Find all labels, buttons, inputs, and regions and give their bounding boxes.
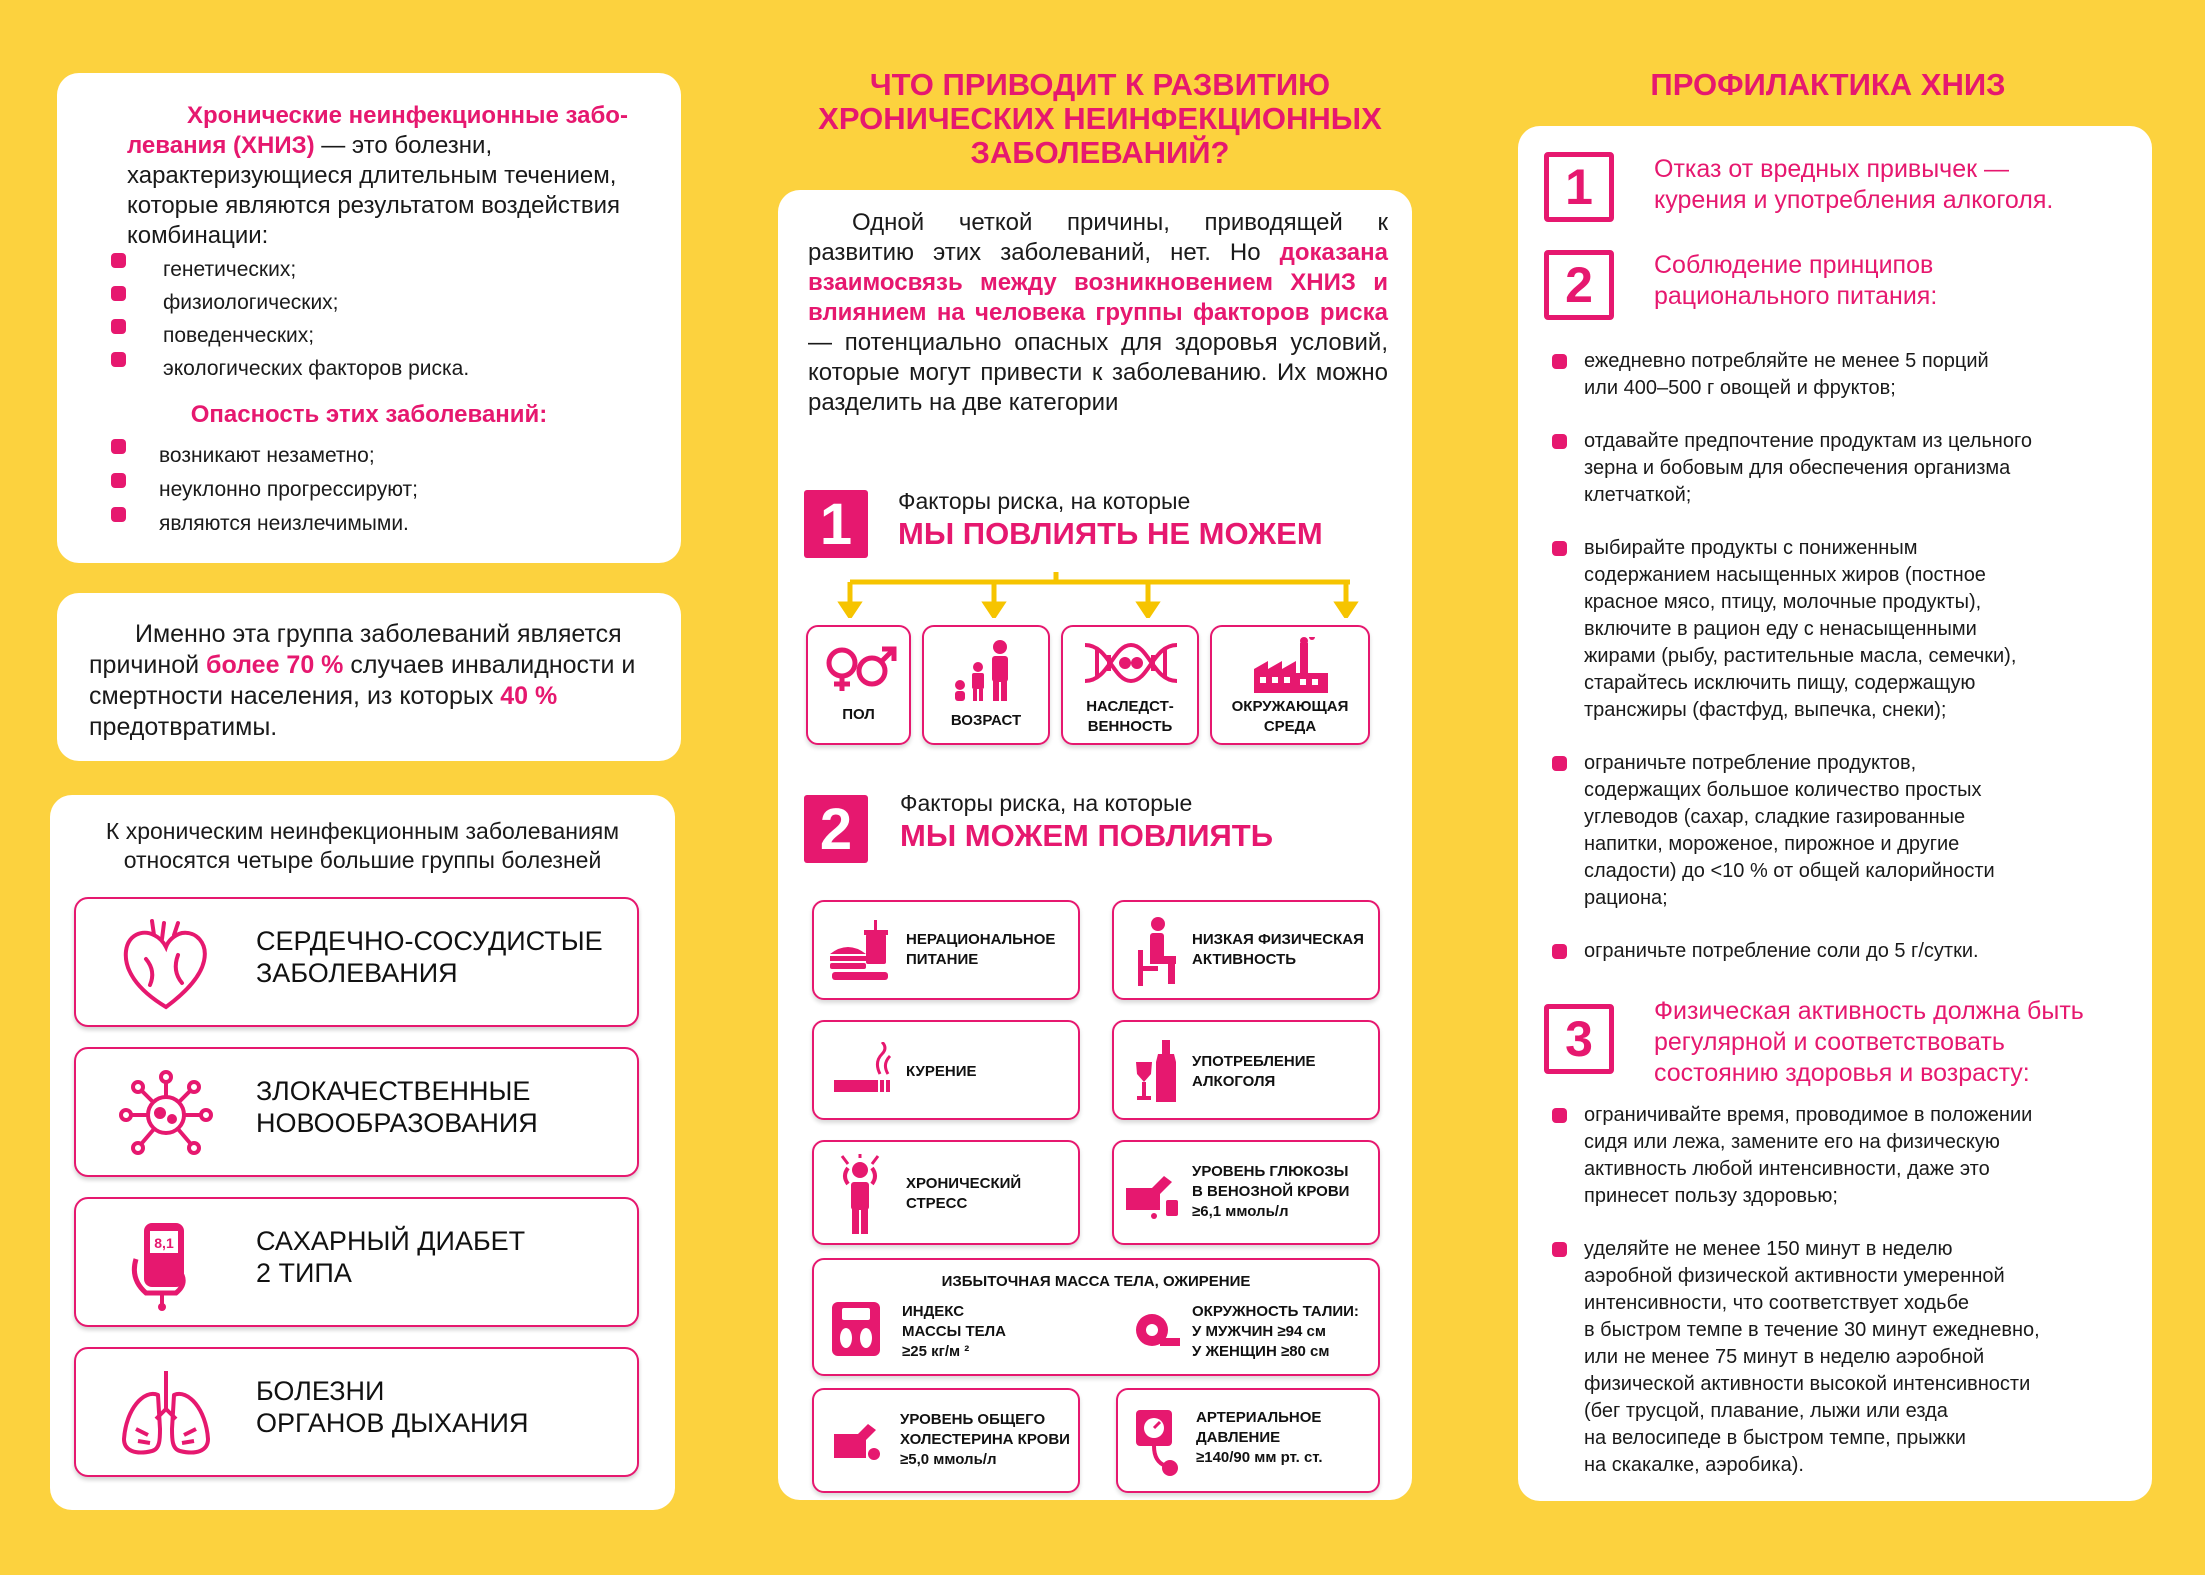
list-item: отдавайте предпочтение продуктам из цельного зерна и бобовым для обеспечения организма клетчаткой; xyxy=(1544,428,2134,509)
list-item: генетических; xyxy=(103,253,643,286)
list-item: ежедневно потребляйте не менее 5 порций или 400–500 г овощей и фруктов; xyxy=(1544,348,2134,402)
label-line: САХАРНЫЙ ДИАБЕТ xyxy=(256,1226,526,1256)
activity-list xyxy=(1544,1102,2134,1505)
category-1-sub: Факторы риска, на которые xyxy=(898,488,1191,514)
cigarette-icon xyxy=(832,1042,896,1098)
factor-nutrition xyxy=(812,900,1080,1000)
gender-icon xyxy=(822,643,898,693)
prevention-3-number: 3 xyxy=(1544,1004,1614,1074)
factor-label: КУРЕНИЕ xyxy=(906,1063,977,1080)
factor-label: УРОВЕНЬ ГЛЮКОЗЫ В ВЕНОЗНОЙ КРОВИ ≥6,1 ммоль/л xyxy=(1192,1163,1350,1220)
intro-text xyxy=(127,101,647,251)
list-item: выбирайте продукты с пониженным содержанием насыщенных жиров (постное красное мясо, птицу, молочные продукты), включите в рацион еду с ненасыщенными жирами (рыбу, растительные масла, семечки), старайтесь исключить пищу, содержащую трансжиры (фастфуд, выпечка, снеки); xyxy=(1544,535,2134,724)
factor-cholesterol xyxy=(812,1388,1080,1493)
stat-panel xyxy=(57,593,681,761)
disease-card-cardiovascular xyxy=(74,897,639,1027)
glucometer-icon xyxy=(116,1219,216,1311)
disease-label xyxy=(256,925,603,989)
disease-label xyxy=(256,1225,525,1289)
factor-label: НАСЛЕДСТ- ВЕННОСТЬ xyxy=(1086,698,1174,735)
stat-highlight-70: более 70 % xyxy=(206,651,344,679)
combination-list xyxy=(103,253,643,385)
category-2-number: 2 xyxy=(804,795,868,863)
stat-part: Именно эта группа заболеваний является причиной xyxy=(89,620,622,679)
right-panel xyxy=(1518,126,2152,1501)
list-item: ограничьте потребление соли до 5 г/сутки. xyxy=(1544,938,2134,965)
danger-title: Опасность этих заболеваний: xyxy=(190,401,548,428)
stat-part: случаев инвалидности и смертности населения, из которых xyxy=(89,651,636,710)
list-item: ограничьте потребление продуктов, содержащих большое количество простых углеводов (сахар, сладкие газированные напитки, мороженое, пирожное и другие сладости) до <10 % от общей калорийности рациона; xyxy=(1544,750,2134,912)
intro-definition: — это болезни, характеризующиеся длительным течением, которые являются результатом воздействия комбинации: xyxy=(127,132,621,249)
intro-term: Хронические неинфекционные заболевания (ХНИЗ) xyxy=(127,102,628,159)
dna-icon xyxy=(1083,641,1179,685)
disease-label xyxy=(256,1375,528,1439)
obesity-title: ИЗБЫТОЧНАЯ МАССА ТЕЛА, ОЖИРЕНИЕ xyxy=(941,1273,1251,1290)
heading-line: ЧТО ПРИВОДИТ К РАЗВИТИЮ xyxy=(869,67,1331,102)
prevention-1-number: 1 xyxy=(1544,152,1614,222)
waist-label: ОКРУЖНОСТЬ ТАЛИИ: У МУЖЧИН ≥94 см У ЖЕНЩИН ≥80 см xyxy=(1192,1303,1359,1360)
stat-highlight-40: 40 % xyxy=(500,682,558,710)
scale-icon xyxy=(830,1300,882,1358)
heart-icon xyxy=(116,919,216,1011)
list-item: физиологических; xyxy=(103,286,643,319)
middle-panel xyxy=(778,190,1412,1500)
lungs-icon xyxy=(116,1369,216,1461)
wine-icon xyxy=(1134,1038,1180,1104)
factor-activity xyxy=(1112,900,1380,1000)
label-line: ЗАБОЛЕВАНИЯ xyxy=(256,958,458,988)
list-item: неуклонно прогрессируют; xyxy=(103,473,643,507)
factor-smoking xyxy=(812,1020,1080,1120)
factor-label: НИЗКАЯ ФИЗИЧЕСКАЯ АКТИВНОСТЬ xyxy=(1192,931,1364,968)
svg-text:8,1: 8,1 xyxy=(154,1235,174,1251)
list-item: возникают незаметно; xyxy=(103,439,643,473)
label-line: ЗЛОКАЧЕСТВЕННЫЕ xyxy=(256,1076,531,1106)
stressed-person-icon xyxy=(834,1154,886,1236)
label-line: ОРГАНОВ ДЫХАНИЯ xyxy=(256,1408,529,1438)
category-2-sub: Факторы риска, на которые xyxy=(900,790,1193,816)
disease-label xyxy=(256,1075,538,1139)
disease-card-cancer xyxy=(74,1047,639,1177)
factor-environment xyxy=(1210,625,1370,745)
label-line: СЕРДЕЧНО-СОСУДИСТЫЕ xyxy=(256,926,603,956)
heading-line: ЗАБОЛЕВАНИЙ? xyxy=(970,135,1230,170)
factor-stress xyxy=(812,1140,1080,1245)
factor-label: ВОЗРАСТ xyxy=(950,712,1022,729)
tonometer-icon xyxy=(1132,1408,1182,1478)
prevention-2-number: 2 xyxy=(1544,250,1614,320)
prevention-1-title: Отказ от вредных привычек — курения и употребления алкоголя. xyxy=(1654,155,2054,214)
factory-icon xyxy=(1254,637,1328,693)
category-1-title: МЫ ПОВЛИЯТЬ НЕ МОЖЕМ xyxy=(898,516,1323,551)
factor-gender xyxy=(806,625,911,745)
middle-intro xyxy=(808,208,1388,418)
intro-part: Одной четкой причины, приводящей к развитию этих заболеваний, нет. Но xyxy=(808,209,1388,266)
factor-heredity xyxy=(1061,625,1199,745)
factor-label: ПОЛ xyxy=(842,706,875,723)
factor-glucose xyxy=(1112,1140,1380,1245)
factor-label: ХРОНИЧЕСКИЙ СТРЕСС xyxy=(906,1175,1022,1212)
prevention-3-title: Физическая активность должна быть регулярной и соответствовать состоянию здоровья и возрасту: xyxy=(1654,997,2084,1087)
factor-label: НЕРАЦИОНАЛЬНОЕ ПИТАНИЕ xyxy=(906,931,1056,968)
category-2-title: МЫ МОЖЕМ ПОВЛИЯТЬ xyxy=(900,818,1273,853)
heading-line: ХРОНИЧЕСКИХ НЕИНФЕКЦИОННЫХ xyxy=(818,101,1382,136)
label-line: 2 ТИПА xyxy=(256,1258,352,1288)
cell-icon xyxy=(116,1069,216,1161)
blood-test-icon xyxy=(1124,1166,1180,1220)
intro-highlight: доказана взаимосвязь между возникновением ХНИЗ и влиянием на человека группы факторов риска xyxy=(808,239,1388,326)
middle-heading xyxy=(760,68,1440,170)
nutrition-list xyxy=(1544,348,2134,991)
intro-part: — потенциально опасных для здоровья условий, которые могут привести к заболеванию. Их можно разделить на две категории xyxy=(808,329,1388,416)
groups-panel xyxy=(50,795,675,1510)
factor-label: АРТЕРИАЛЬНОЕ ДАВЛЕНИЕ ≥140/90 мм рт. ст. xyxy=(1196,1409,1323,1466)
age-icon xyxy=(954,637,1020,703)
disease-card-diabetes xyxy=(74,1197,639,1327)
factor-label: УРОВЕНЬ ОБЩЕГО ХОЛЕСТЕРИНА КРОВИ ≥5,0 ммоль/л xyxy=(900,1411,1070,1468)
sitting-person-icon xyxy=(1136,916,1182,988)
bmi-label: ИНДЕКС МАССЫ ТЕЛА ≥25 кг/м ² xyxy=(902,1303,1006,1360)
disease-card-respiratory xyxy=(74,1347,639,1477)
stat-text xyxy=(89,619,654,743)
factor-age xyxy=(922,625,1050,745)
stat-part: предотвратимы. xyxy=(89,713,278,741)
danger-list xyxy=(103,439,643,541)
category-1-connector xyxy=(818,572,1378,618)
category-1-number: 1 xyxy=(804,490,868,558)
factor-label: УПОТРЕБЛЕНИЕ АЛКОГОЛЯ xyxy=(1192,1053,1316,1090)
factor-obesity xyxy=(812,1258,1380,1376)
intro-panel xyxy=(57,73,681,563)
label-line: НОВООБРАЗОВАНИЯ xyxy=(256,1108,538,1138)
groups-title: К хроническим неинфекционным заболеваниям относятся четыре большие группы болезней xyxy=(105,818,620,873)
list-item: поведенческих; xyxy=(103,319,643,352)
factor-label: ОКРУЖАЮЩАЯ СРЕДА xyxy=(1231,698,1349,735)
tape-measure-icon xyxy=(1134,1310,1180,1350)
list-item: уделяйте не менее 150 минут в неделю аэробной физической активности умеренной интенсивности, что соответствует ходьбе в быстром темпе в течение 30 минут ежедневно, или не менее 75 минут в неделю аэробной физической активности высокой интенсивности (бег трусцой, плавание, лыжи или езда на велосипеде в быстром темпе, прыжки на скакалке, аэробика). xyxy=(1544,1236,2134,1479)
fastfood-icon xyxy=(828,920,892,982)
prevention-2-title: Соблюдение принципов рационального питания: xyxy=(1654,251,1938,310)
list-item: экологических факторов риска. xyxy=(103,352,643,385)
right-heading: ПРОФИЛАКТИКА ХНИЗ xyxy=(1650,67,2006,102)
factor-pressure xyxy=(1116,1388,1380,1493)
factor-alcohol xyxy=(1112,1020,1380,1120)
list-item: ограничивайте время, проводимое в положении сидя или лежа, замените его на физическую активность любой интенсивности, даже это принесет пользу здоровью; xyxy=(1544,1102,2134,1210)
list-item: являются неизлечимыми. xyxy=(103,507,643,541)
cholesterol-test-icon xyxy=(832,1420,882,1464)
label-line: БОЛЕЗНИ xyxy=(256,1376,385,1406)
